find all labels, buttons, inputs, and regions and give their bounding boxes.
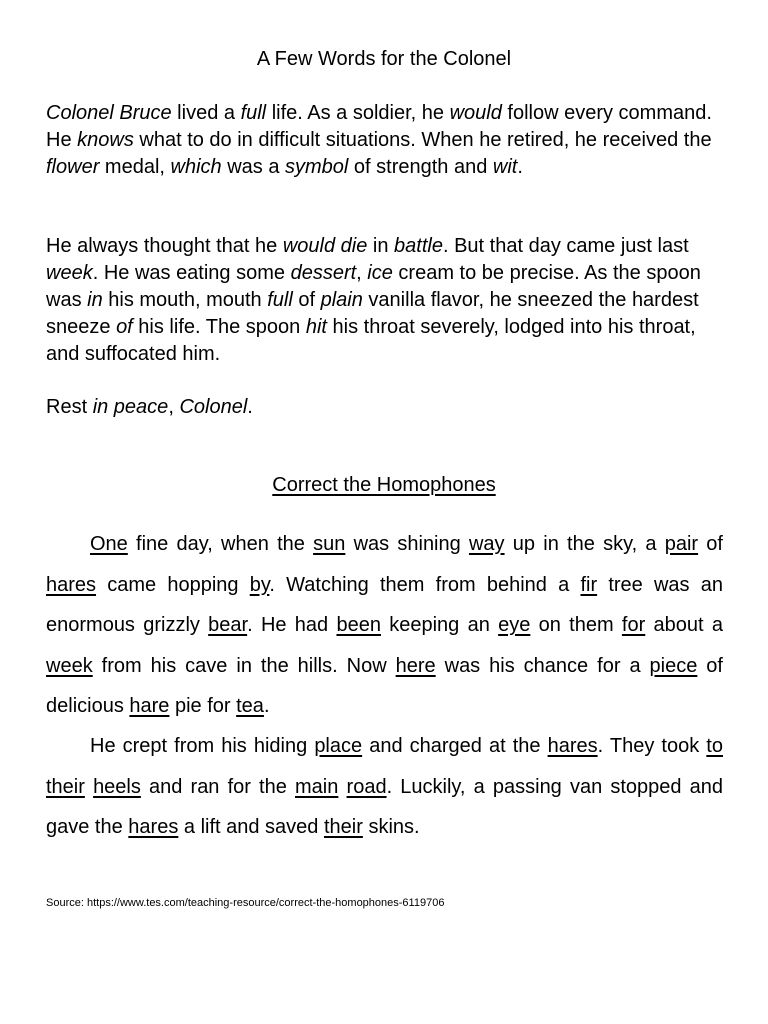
text-run: in <box>367 235 395 257</box>
italic-word: wit <box>492 156 518 178</box>
page-title: A Few Words for the Colonel <box>256 48 512 70</box>
text-run: cream to be precise. As the spoon was <box>46 262 701 311</box>
text-run: life. As a soldier, he <box>266 102 450 124</box>
italic-word: would die <box>282 235 368 257</box>
text-run: fine day, when the <box>127 533 314 555</box>
text-run: what to do in difficult situations. When he retired, he received the <box>133 129 712 151</box>
section-title <box>0 472 768 498</box>
text-run: was his chance for a <box>435 654 650 677</box>
homophone-word: by <box>249 573 270 596</box>
homophone-word: place <box>314 735 363 757</box>
italic-word: full <box>267 289 293 311</box>
text-run: of delicious <box>46 654 723 717</box>
text-run: . But that day came just last <box>442 235 689 257</box>
homophone-word: bear <box>208 614 248 636</box>
text-run <box>338 776 346 798</box>
italic-word: battle <box>394 235 443 257</box>
text-run: . Watching them from behind a <box>269 573 581 596</box>
text-run: . They took <box>597 735 707 757</box>
homophone-word: piece <box>649 654 698 677</box>
text-run: a lift and saved <box>178 816 324 838</box>
paragraph-rest-in-peace <box>46 394 726 421</box>
homophone-word: eye <box>498 614 531 636</box>
italic-word: which <box>170 156 222 178</box>
text-run: Rest <box>46 396 93 418</box>
homophone-word: week <box>46 654 93 677</box>
text-run: of strength and <box>348 156 493 178</box>
text-run: He crept from his hiding <box>90 735 315 757</box>
text-run: of <box>292 289 321 311</box>
text-run: and charged at the <box>362 735 548 757</box>
text-run: vanilla flavor, he sneezed the hardest sneeze <box>46 289 699 338</box>
italic-word: in <box>87 289 103 311</box>
italic-word: ice <box>367 262 393 284</box>
italic-word: hit <box>305 316 327 338</box>
homophone-word: way <box>468 533 505 555</box>
homophone-word: their <box>46 775 85 798</box>
homophone-word: fir <box>580 573 598 596</box>
homophone-word: been <box>336 614 381 636</box>
italic-word: symbol <box>285 156 349 178</box>
homophone-word: heels <box>93 775 141 798</box>
homophone-word: main <box>295 775 339 798</box>
homophone-word: hares <box>128 816 179 838</box>
text-run: was shining <box>345 533 469 555</box>
source-citation: Source: https://www.tes.com/teaching-resource/correct-the-homophones-6119706 <box>46 897 445 909</box>
text-run: medal, <box>99 156 171 178</box>
text-run: . <box>517 156 523 178</box>
story-paragraph-2 <box>46 726 723 848</box>
homophone-word: hares <box>46 573 97 596</box>
homophone-word: sun <box>313 533 346 555</box>
italic-word: week <box>46 262 93 284</box>
homophone-word: hare <box>129 695 170 717</box>
text-run: up in the sky, a <box>504 533 665 555</box>
text-run: . He had <box>247 614 337 636</box>
text-run: came hopping <box>96 573 250 596</box>
text-run: his throat severely, lodged into his throat, and suffocated him. <box>46 316 696 365</box>
text-run: , <box>168 396 180 418</box>
text-run: from his cave in the hills. Now <box>92 654 396 677</box>
text-run: about a <box>645 614 723 636</box>
italic-word: full <box>240 102 267 124</box>
italic-word: flower <box>46 156 100 178</box>
text-run: of <box>698 533 723 555</box>
text-run: lived a <box>171 102 241 124</box>
italic-word: Colonel <box>179 396 248 418</box>
paragraph-colonel-life <box>46 100 726 181</box>
text-run: pie for <box>169 695 237 717</box>
text-run: He always thought that he <box>46 235 283 257</box>
homophone-word: here <box>395 654 436 677</box>
homophone-word: for <box>621 614 646 636</box>
homophone-word: hares <box>547 735 598 757</box>
text-run <box>85 776 93 798</box>
text-run: his mouth, mouth <box>102 289 268 311</box>
italic-word: plain <box>320 289 363 311</box>
homophone-word: tea <box>236 695 264 717</box>
text-run: and ran for the <box>140 775 296 798</box>
homophone-word: their <box>323 816 363 838</box>
text-run: skins. <box>362 816 420 838</box>
text-run: . <box>263 695 270 717</box>
italic-word: of <box>116 316 133 338</box>
text-run: was a <box>221 156 286 178</box>
italic-word: would <box>449 102 502 124</box>
text-run: , <box>356 262 368 284</box>
homophone-word: road <box>346 775 387 798</box>
italic-word: dessert <box>290 262 357 284</box>
italic-word: knows <box>77 129 134 151</box>
text-run: his life. The spoon <box>132 316 306 338</box>
story-paragraph-1 <box>46 524 723 727</box>
italic-word: in peace <box>92 396 169 418</box>
text-run: . <box>247 396 253 418</box>
text-run: on them <box>530 614 622 636</box>
text-run: . He was eating some <box>92 262 291 284</box>
homophone-word: pair <box>664 533 699 555</box>
text-run: keeping an <box>380 614 499 636</box>
homophone-word: One <box>90 533 128 555</box>
text-run: follow every command. He <box>46 102 712 151</box>
text-run: tree was an enormous grizzly <box>46 573 723 636</box>
homophone-word: to <box>706 735 723 757</box>
paragraph-colonel-death <box>46 233 726 368</box>
text-run: . Luckily, a passing van stopped and gave the <box>46 775 724 838</box>
italic-word: Colonel Bruce <box>46 102 172 124</box>
section-title-text: Correct the Homophones <box>272 474 496 496</box>
